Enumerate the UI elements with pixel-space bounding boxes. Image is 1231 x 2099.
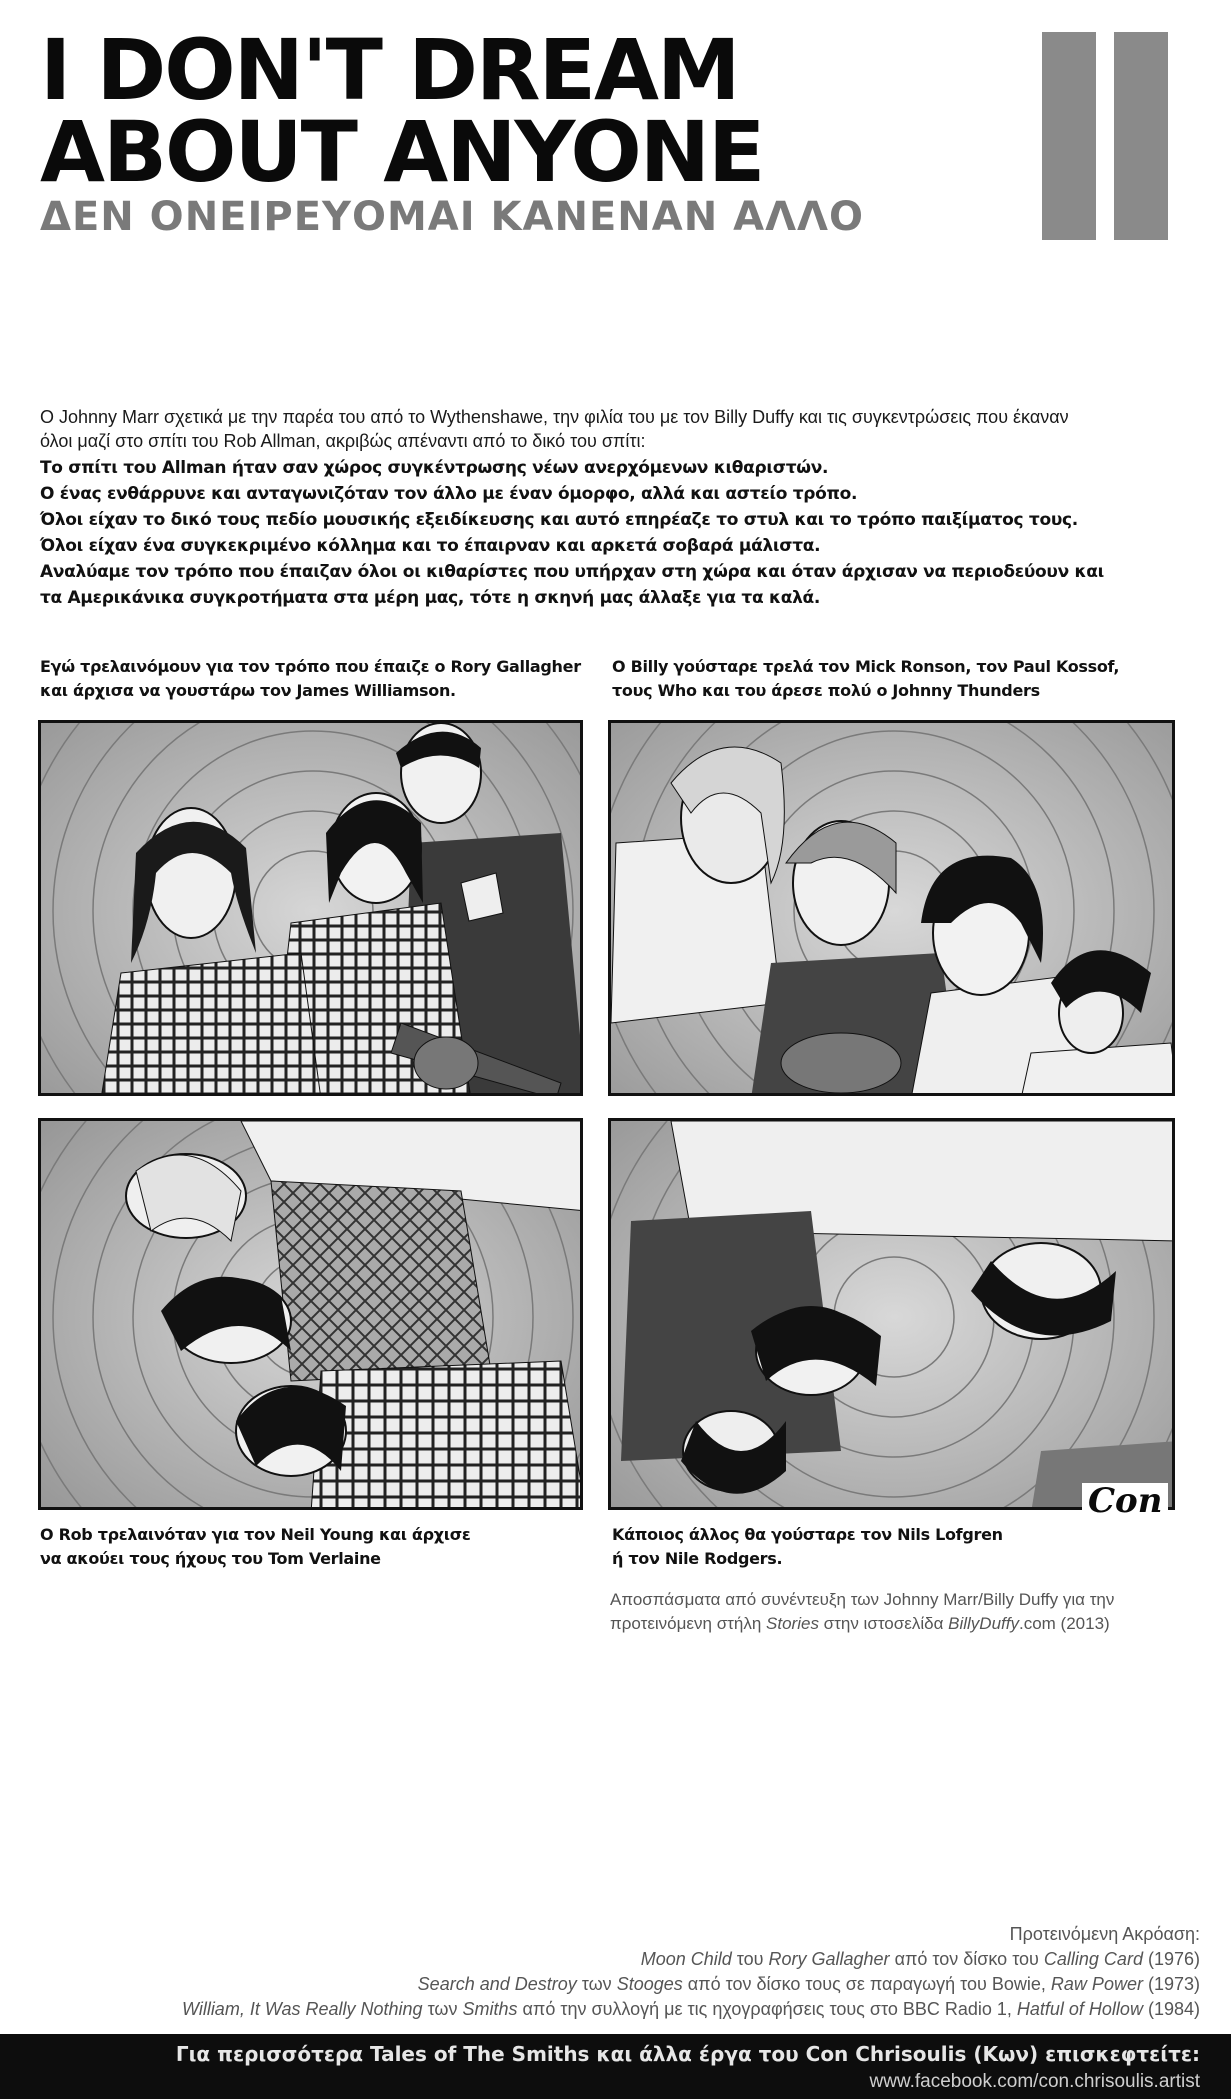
suggested-listening [182, 1922, 1200, 2022]
interview-credit [610, 1588, 1170, 1636]
caption-top-right [612, 655, 1119, 703]
credit-line-1: Αποσπάσματα από συνέντευξη των Johnny Marr/Billy Duffy για την [610, 1590, 1115, 1609]
panel-illustration [611, 723, 1175, 1096]
footer-link[interactable]: www.facebook.com/con.chrisoulis.artist [869, 2071, 1200, 2092]
caption-top-left-line-2: και άρχισα να γουστάρω τον James Williamson. [40, 681, 456, 700]
listening-text: των [576, 1974, 617, 1994]
credit-stories: Stories [766, 1614, 819, 1633]
listening-text: του [731, 1949, 769, 1969]
quote-line: Όλοι είχαν το δικό τους πεδίο μουσικής εξειδίκευσης και αυτό επηρέαζε το στυλ και το τρόπο παιξίματος τους. [40, 510, 1078, 530]
song-title: William, It Was Really Nothing [181, 1999, 423, 2019]
album-title: Hatful of Hollow [1016, 1999, 1143, 2019]
intro-lead-line-1: Ο Johnny Marr σχετικά με την παρέα του από το Wythenshawe, την φιλία του με τον Billy Duffy και τις συγκεντρώσεις που έκαναν [40, 407, 1069, 427]
listening-text: από την συλλογή με τις ηχογραφήσεις τους στο BBC Radio 1, [517, 1999, 1017, 2019]
comic-panel-top-right [608, 720, 1175, 1096]
caption-bottom-left-line-1: Ο Rob τρελαινόταν για τον Neil Young και άρχισε [40, 1525, 471, 1544]
song-title: Moon Child [640, 1949, 732, 1969]
listening-item [182, 1972, 1200, 1997]
caption-top-left [40, 655, 581, 703]
quote-line: τα Αμερικάνικα συγκροτήματα στα μέρη μας, τότε η σκηνή μας άλλαξε για τα καλά. [40, 588, 821, 608]
caption-bottom-right [612, 1523, 1003, 1571]
artist-name: Smiths [462, 1999, 518, 2019]
comic-panel-top-left [38, 720, 583, 1096]
footer-promo: Για περισσότερα Tales of The Smiths και άλλα έργα του Con Chrisoulis (Κων) επισκεφτείτε: [175, 2042, 1200, 2066]
subtitle: ΔΕΝ ΟΝΕΙΡΕΥΟΜΑΙ ΚΑΝΕΝΑΝ ΑΛΛΟ [40, 194, 865, 240]
listening-text: από τον δίσκο του [889, 1949, 1044, 1969]
intro-block [40, 405, 1120, 611]
credit-text: προτεινόμενη στήλη [610, 1614, 767, 1633]
quote-line: Ο ένας ενθάρρυνε και ανταγωνιζόταν τον άλλο με έναν όμορφο, αλλά και αστείο τρόπο. [40, 484, 858, 504]
listening-item [182, 1997, 1200, 2022]
panel-illustration [611, 1121, 1175, 1510]
listening-item [182, 1947, 1200, 1972]
album-title: Calling Card [1043, 1949, 1143, 1969]
quote-line: Αναλύαμε τον τρόπο που έπαιζαν όλοι οι κιθαρίστες που υπήρχαν στη χώρα και όταν άρχισαν να περιοδεύουν και [40, 562, 1104, 582]
intro-lead-line-2: όλοι μαζί στο σπίτι του Rob Allman, ακριβώς απέναντι από το δικό του σπίτι: [40, 431, 646, 451]
title-line-1: I DON'T DREAM [40, 21, 739, 119]
caption-bottom-left-line-2: να ακούει τους ήχους του Tom Verlaine [40, 1549, 381, 1568]
credit-text: στην ιστοσελίδα [818, 1614, 949, 1633]
artist-name: Rory Gallagher [768, 1949, 890, 1969]
album-title: Raw Power [1050, 1974, 1143, 1994]
footer-bar [0, 2034, 1231, 2099]
intro-lead [40, 405, 1120, 453]
caption-bottom-right-line-2: ή τον Nile Rodgers. [612, 1549, 783, 1568]
listening-text: των [422, 1999, 463, 2019]
panel-illustration [41, 723, 583, 1096]
caption-bottom-left [40, 1523, 471, 1571]
artist-name: Stooges [616, 1974, 683, 1994]
artist-signature: Con [1082, 1483, 1168, 1519]
panel-illustration [41, 1121, 583, 1510]
caption-top-left-line-1: Εγώ τρελαινόμουν για τον τρόπο που έπαιζε ο Rory Gallagher [40, 657, 581, 676]
title-line-2: ABOUT ANYONE [40, 103, 764, 201]
song-title: Search and Destroy [417, 1974, 577, 1994]
listening-year: (1976) [1142, 1949, 1200, 1969]
listening-heading: Προτεινόμενη Ακρόαση: [1009, 1924, 1200, 1944]
comic-panel-bottom-right [608, 1118, 1175, 1510]
listening-text: από τον δίσκο τους σε παραγωγή του Bowie, [682, 1974, 1051, 1994]
roman-numeral-bar-2 [1114, 32, 1168, 240]
comic-panel-bottom-left [38, 1118, 583, 1510]
credit-site: BillyDuffy [948, 1614, 1019, 1633]
quote-line: Όλοι είχαν ένα συγκεκριμένο κόλλημα και το έπαιρναν και αρκετά σοβαρά μάλιστα. [40, 536, 821, 556]
caption-bottom-right-line-1: Κάποιος άλλος θα γούσταρε τον Nils Lofgren [612, 1525, 1003, 1544]
caption-top-right-line-1: Ο Billy γούσταρε τρελά τον Mick Ronson, τον Paul Kossof, [612, 657, 1120, 676]
credit-text: .com (2013) [1018, 1614, 1110, 1633]
roman-numeral-bar-1 [1042, 32, 1096, 240]
quote-line: Το σπίτι του Allman ήταν σαν χώρος συγκέντρωσης νέων ανερχόμενων κιθαριστών. [40, 458, 829, 478]
listening-year: (1973) [1142, 1974, 1200, 1994]
listening-year: (1984) [1142, 1999, 1200, 2019]
caption-top-right-line-2: τους Who και του άρεσε πολύ ο Johnny Thunders [612, 681, 1040, 700]
